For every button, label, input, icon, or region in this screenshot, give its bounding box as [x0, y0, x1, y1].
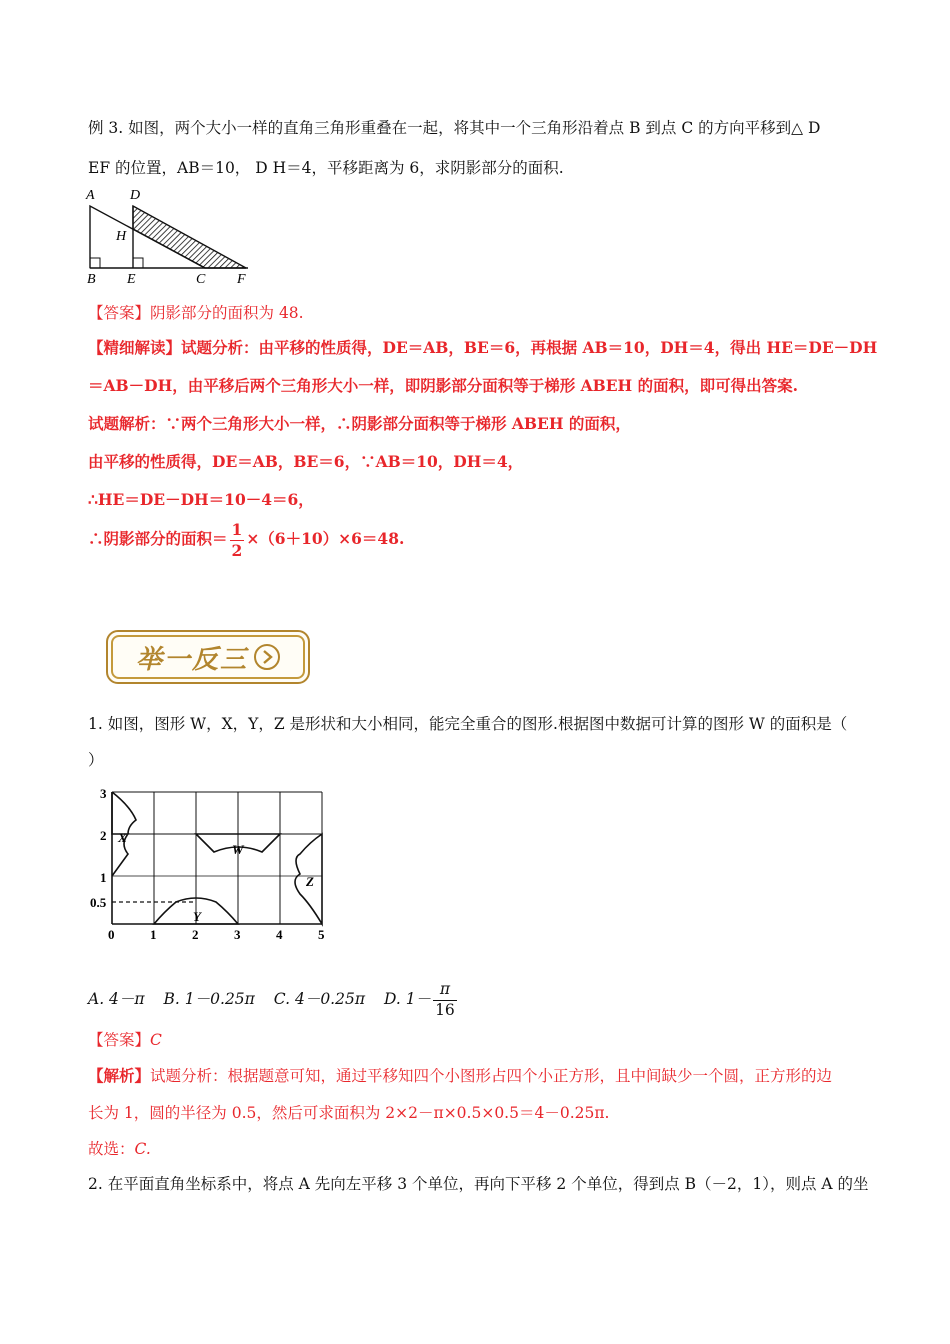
analysis-line-2: ＝AB－DH，由平移后两个三角形大小一样，即阴影部分面积等于梯形 ABEH 的面积，即可得出答案.	[88, 376, 798, 395]
arrow-right-icon	[254, 644, 280, 670]
y-tick-3: 3	[100, 786, 107, 801]
y-tick-1: 1	[100, 870, 107, 885]
x-tick-1: 1	[150, 927, 157, 942]
label-e: E	[127, 272, 136, 287]
q1-analysis-line-2: 长为 1，圆的半径为 0.5，然后可求面积为 2×2－π×0.5×0.5＝4－0.25π.	[88, 1104, 610, 1122]
example-line-1: 例 3. 如图，两个大小一样的直角三角形重叠在一起，将其中一个三角形沿着点 B 到点 C 的方向平移到△ D	[88, 119, 821, 137]
label-b: B	[87, 272, 96, 287]
q1-line-2: ）	[88, 751, 104, 769]
option-c: C. 4－0.25π	[273, 990, 366, 1008]
option-a: A. 4－π	[88, 990, 145, 1008]
option-b: B. 1－0.25π	[163, 990, 255, 1008]
area-formula-pre: ∴阴影部分的面积＝	[88, 529, 228, 548]
q1-analysis-text-1: 试题分析：根据题意可知，通过平移知四个小图形占四个小正方形，且中间缺少一个圆，正方形的边	[150, 1067, 833, 1085]
label-h: H	[116, 229, 127, 244]
q1-answer-text: C	[150, 1031, 162, 1049]
q1-choose-value: C.	[134, 1140, 151, 1158]
fraction-half	[230, 522, 245, 558]
analysis-line-5: ∴HE＝DE－DH＝10－4＝6，	[88, 490, 314, 509]
answer-text: 阴影部分的面积为 48.	[150, 304, 304, 322]
q1-line-1: 1. 如图，图形 W，X，Y，Z 是形状和大小相同，能完全重合的图形.根据图中数据可计算的图形 W 的面积是（	[88, 715, 848, 733]
y-tick-2: 2	[100, 828, 107, 843]
x-tick-4: 4	[276, 927, 283, 942]
analysis-text-1: 试题分析：由平移的性质得，DE＝AB，BE＝6，再根据 AB＝10，DH＝4，得出 HE＝DE－DH	[181, 338, 878, 357]
x-tick-2: 2	[192, 927, 199, 942]
banner-text: 举一反三	[135, 644, 248, 675]
q1-answer-tag: 【答案】	[88, 1031, 151, 1049]
triangle-figure	[80, 186, 260, 286]
x-tick-3: 3	[234, 927, 241, 942]
label-c: C	[196, 272, 206, 287]
label-d: D	[130, 188, 141, 203]
example-line-2: EF 的位置，AB＝10， D H＝4，平移距离为 6，求阴影部分的面积.	[88, 159, 564, 177]
q1-options	[88, 982, 459, 1018]
label-f: F	[237, 272, 246, 287]
option-d-pre: D. 1－	[383, 990, 432, 1008]
analysis-line-1	[88, 336, 877, 358]
y-tick-05: 0.5	[90, 895, 107, 910]
shape-y-label: Y	[193, 909, 201, 924]
shape-x-label: X	[118, 830, 127, 845]
fraction-num: 1	[231, 520, 243, 539]
x-tick-5: 5	[318, 927, 325, 942]
answer-tag: 【答案】	[88, 304, 151, 322]
banner	[106, 630, 310, 684]
fraction-den: 2	[231, 540, 243, 560]
option-d-den: 16	[435, 1000, 455, 1019]
analysis-line-3: 试题解析：∵两个三角形大小一样，∴阴影部分面积等于梯形 ABEH 的面积，	[88, 414, 631, 433]
analysis-tag: 【精细解读】	[88, 338, 182, 357]
option-d-num: π	[433, 982, 457, 1001]
q1-choose-line	[88, 1137, 151, 1159]
shape-z-label: Z	[306, 874, 314, 889]
shape-w-label: W	[232, 842, 244, 857]
q1-answer-line	[88, 1028, 162, 1050]
shaded-region	[133, 206, 246, 268]
q1-analysis-line-1	[88, 1064, 832, 1086]
q2-line-1: 2. 在平面直角坐标系中，将点 A 先向左平移 3 个单位，再向下平移 2 个单位，得到点 B（－2，1），则点 A 的坐	[88, 1175, 869, 1193]
q1-choose-label: 故选：	[88, 1140, 135, 1158]
area-formula-post: ×（6＋10）×6＝48.	[246, 529, 405, 548]
label-a: A	[86, 188, 95, 203]
q1-analysis-tag: 【解析】	[88, 1066, 151, 1085]
analysis-line-6	[88, 522, 404, 558]
analysis-line-4: 由平移的性质得，DE＝AB，BE＝6，∵AB＝10，DH＝4，	[88, 452, 524, 471]
option-d	[383, 980, 459, 1019]
x-tick-0: 0	[108, 927, 115, 942]
option-d-fraction	[433, 982, 457, 1018]
grid-figure	[92, 784, 332, 944]
answer-line	[88, 301, 304, 323]
